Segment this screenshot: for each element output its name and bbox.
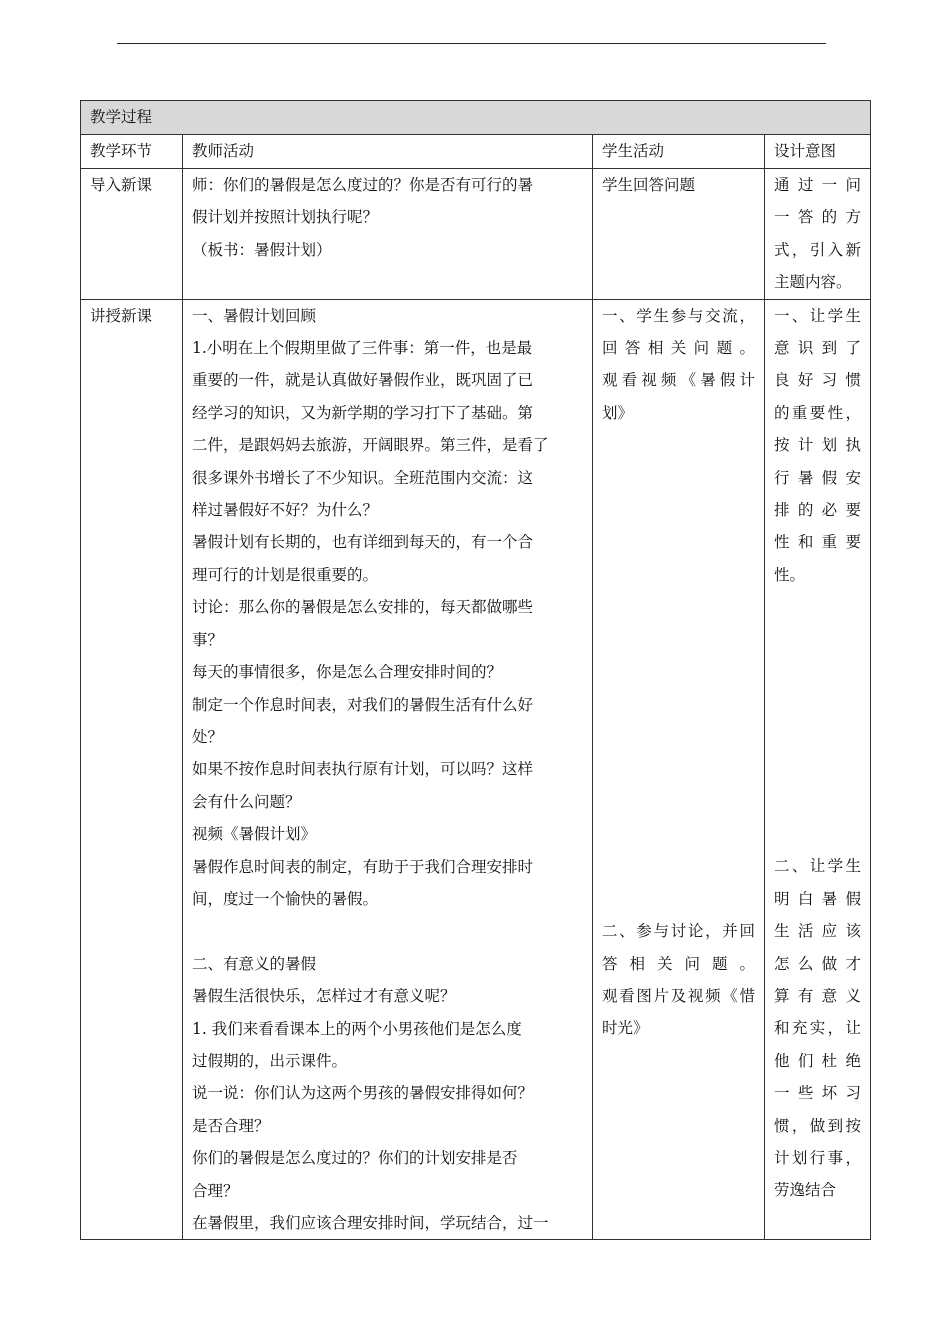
cell-line: 1. 我们来看看课本上的两个小男孩他们是怎么度 (192, 1019, 522, 1038)
cell-line: 一、让学生 (774, 306, 862, 325)
cell-line: 制定一个作息时间表，对我们的暑假生活有什么好 (192, 695, 534, 714)
column-header-row (81, 135, 871, 169)
cell-line: 在暑假里，我们应该合理安排时间，学玩结合，过一 (192, 1213, 549, 1232)
spacer (602, 429, 755, 915)
cell-line: 意识到了 (774, 339, 862, 358)
cell-line: 性。 (774, 565, 806, 584)
cell-line: 一、暑假计划回顾 (192, 306, 317, 325)
cell-line: 事？ (192, 630, 224, 649)
cell-line: 主题内容。 (774, 273, 852, 292)
cell-line: 假计划并按照计划执行呢？ (192, 208, 379, 227)
cell-line: 行暑假安 (774, 468, 862, 487)
cell-line: 师：你们的暑假是怎么度过的？你是否有可行的暑 (192, 176, 534, 194)
table-row-intro (81, 169, 871, 300)
cell-line: 二件，是跟妈妈去旅游，开阔眼界。第三件，是看了 (192, 436, 549, 455)
cell-line: 会有什么问题？ (192, 792, 301, 811)
cell-line: 的重要性， (774, 403, 862, 422)
cell-line: 他们杜绝 (774, 1051, 862, 1070)
cell-line: 暑假生活很快乐，怎样过才有意义呢？ (192, 987, 456, 1006)
section-header-row (81, 101, 871, 135)
teaching-process-table (80, 100, 871, 1240)
cell-line: 间，度过一个愉快的暑假。 (192, 889, 379, 908)
cell-line: 学生回答问题 (602, 176, 696, 194)
cell-line: 二、让学生 (774, 857, 862, 876)
cell-line: 你们的暑假是怎么度过的？你们的计划安排是否 (192, 1149, 518, 1168)
column-header-student: 学生活动 (593, 135, 765, 169)
cell-line: 过假期的，出示课件。 (192, 1051, 348, 1070)
cell-line: 重要的一件，就是认真做好暑假作业，既巩固了已 (192, 371, 534, 390)
section-title: 教学过程 (81, 101, 871, 135)
student-activity-part2 (602, 915, 755, 1045)
cell-line: 劳逸结合 (774, 1181, 837, 1200)
spacer (774, 591, 861, 850)
cell-line (192, 915, 583, 947)
cell-line: 明白暑假 (774, 889, 862, 908)
cell-line: 合理？ (192, 1181, 239, 1200)
cell-line: 讨论：那么你的暑假是怎么安排的，每天都做哪些 (192, 598, 534, 617)
cell-line: 是否合理？ (192, 1116, 270, 1135)
cell-line: 式，引入新 (774, 240, 862, 259)
cell-line: （板书：暑假计划） (192, 240, 332, 259)
cell-line: 一些坏习 (774, 1084, 862, 1103)
cell-line: 算有意义 (774, 986, 862, 1005)
stage-cell (81, 299, 183, 1240)
column-header-teacher: 教师活动 (183, 135, 593, 169)
design-intent-part1 (774, 300, 861, 592)
design-intent-cell (765, 169, 871, 300)
student-activity-cell (593, 169, 765, 300)
column-header-stage: 教学环节 (81, 135, 183, 169)
cell-line: 观看图片及视频《惜 (602, 987, 755, 1006)
stage-label: 讲授新课 (90, 306, 153, 325)
design-intent-part2 (774, 850, 861, 1206)
column-header-intent: 设计意图 (765, 135, 871, 169)
cell-line: 每天的事情很多，你是怎么合理安排时间的？ (192, 663, 503, 682)
student-activity-part1 (602, 300, 755, 430)
cell-line: 和充实，让 (774, 1019, 862, 1038)
cell-line: 回答相关问题。 (602, 339, 755, 358)
cell-line: 经学习的知识，又为新学期的学习打下了基础。第 (192, 403, 534, 422)
design-intent-cell (765, 299, 871, 1240)
cell-line: 惯，做到按 (774, 1116, 862, 1135)
cell-line: 暑假计划有长期的，也有详细到每天的，有一个合 (192, 533, 534, 552)
cell-line: 一答的方 (774, 208, 862, 227)
header-rule (117, 43, 826, 44)
cell-line: 说一说：你们认为这两个男孩的暑假安排得如何？ (192, 1084, 534, 1103)
cell-line: 性和重要 (774, 533, 862, 552)
stage-cell (81, 169, 183, 300)
cell-line: 处？ (192, 727, 224, 746)
cell-line: 一、学生参与交流， (602, 306, 755, 325)
cell-line: 时光》 (602, 1019, 649, 1038)
cell-line: 通过一问 (774, 176, 862, 194)
cell-line: 理可行的计划是很重要的。 (192, 565, 379, 584)
cell-line: 计划行事， (774, 1148, 862, 1167)
cell-line: 怎么做才 (774, 954, 862, 973)
cell-line: 排的必要 (774, 501, 862, 520)
cell-line: 按计划执 (774, 436, 862, 455)
cell-line: 视频《暑假计划》 (192, 825, 317, 844)
cell-line: 暑假作息时间表的制定，有助于于我们合理安排时 (192, 857, 534, 876)
cell-line: 二、有意义的暑假 (192, 954, 317, 973)
table-row-new-lesson (81, 299, 871, 1240)
cell-line: 划》 (602, 403, 634, 422)
teacher-activity-cell (183, 299, 593, 1240)
cell-line: 如果不按作息时间表执行原有计划，可以吗？这样 (192, 760, 534, 779)
cell-line: 生活应该 (774, 922, 862, 941)
cell-line: 1.小明在上个假期里做了三件事：第一件，也是最 (192, 339, 533, 358)
cell-line: 样过暑假好不好？为什么？ (192, 501, 379, 520)
student-activity-cell (593, 299, 765, 1240)
cell-line: 观看视频《暑假计 (602, 371, 755, 390)
cell-line: 二、参与讨论，并回 (602, 922, 755, 941)
teacher-activity-cell (183, 169, 593, 300)
cell-line: 答相关问题。 (602, 954, 755, 973)
cell-line: 很多课外书增长了不少知识。全班范围内交流：这 (192, 468, 534, 487)
stage-label: 导入新课 (90, 176, 153, 194)
cell-line: 良好习惯 (774, 371, 862, 390)
